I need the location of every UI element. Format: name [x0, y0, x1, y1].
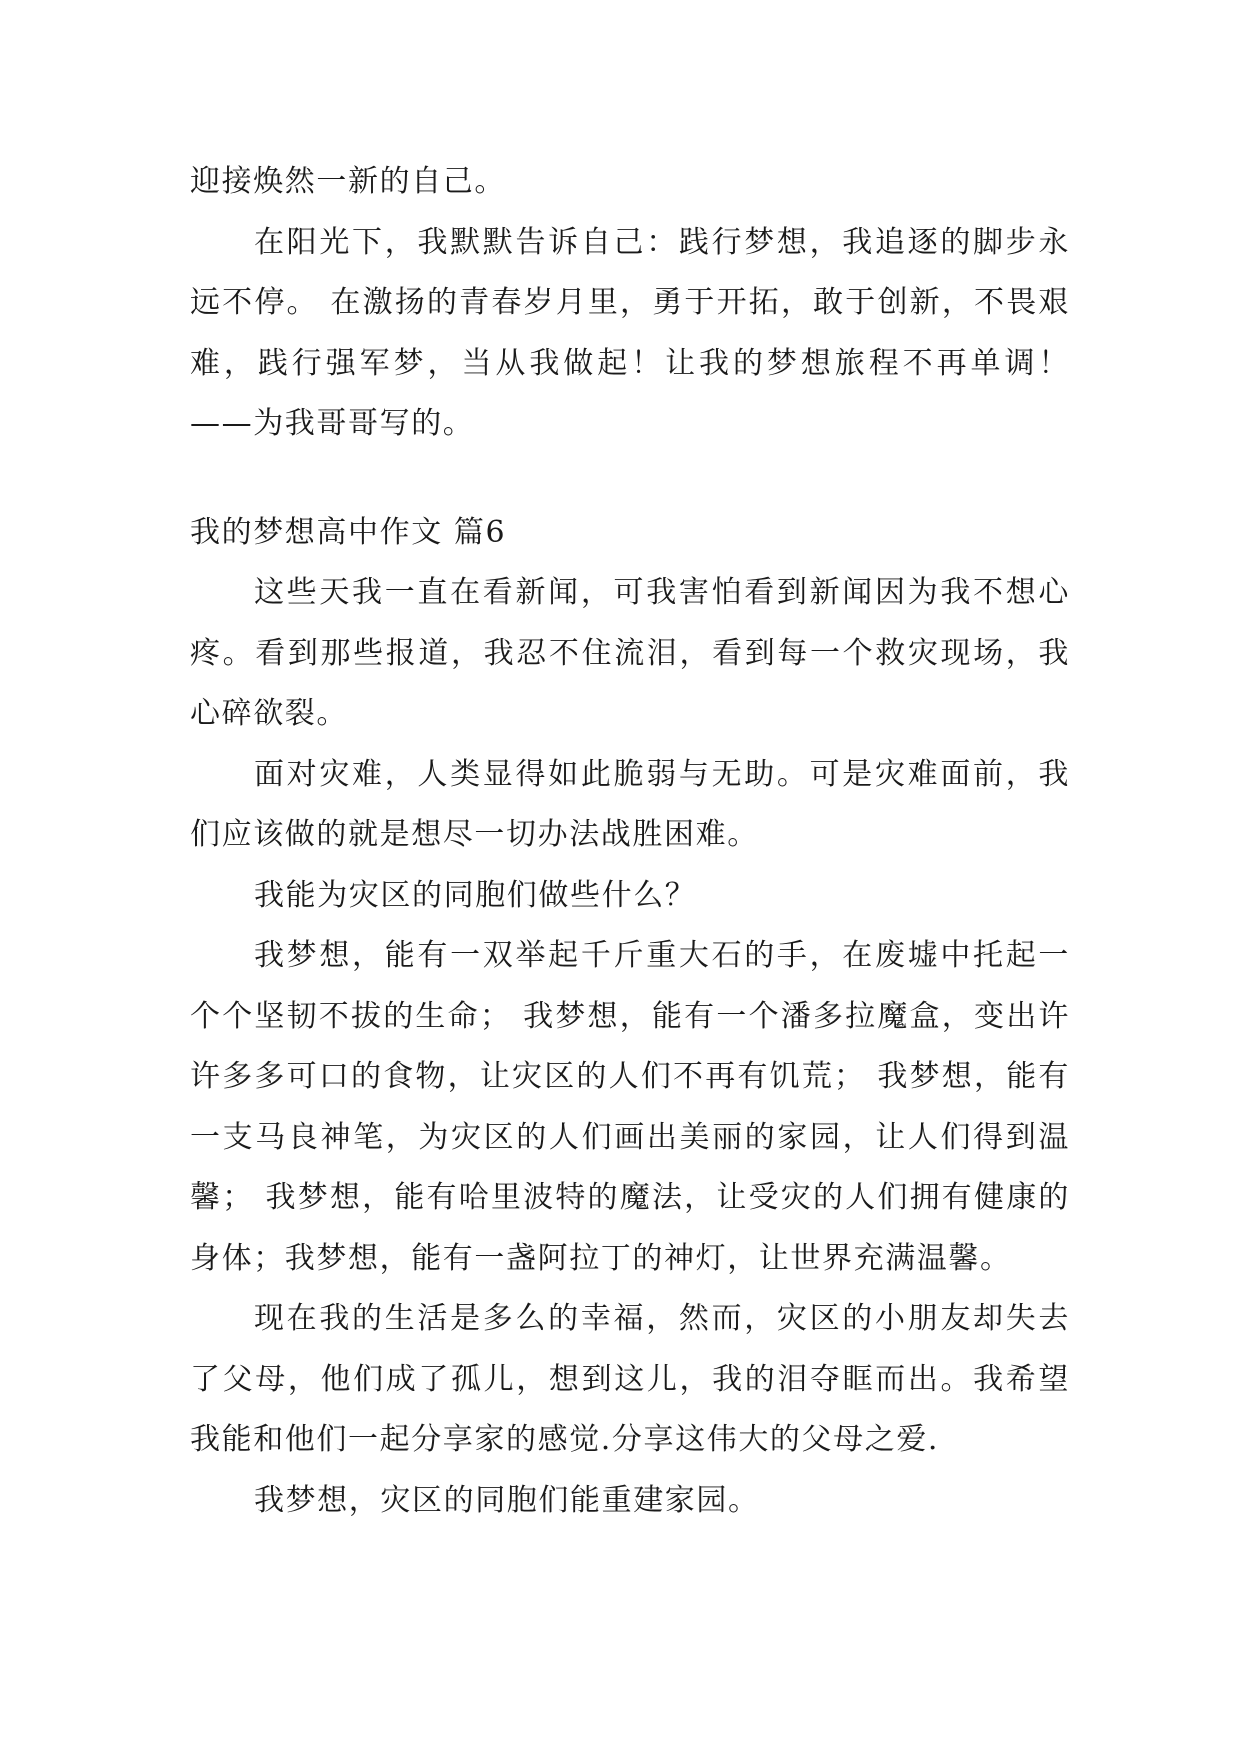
paragraph-5: 我能为灾区的同胞们做些什么？: [254, 877, 697, 913]
paragraph-2: 在阳光下，我默默告诉自己：践行梦想，我追逐的脚步永远不停。 在激扬的青春岁月里，勇于开拓，敢于创新，不畏艰难，践行强军梦，当从我做起！让我的梦想旅程不再单调！ ——为我哥哥写的。: [190, 224, 1070, 441]
paragraph-8: 我梦想，灾区的同胞们能重建家园。: [254, 1482, 760, 1518]
paragraph-3: 这些天我一直在看新闻，可我害怕看到新闻因为我不想心疼。看到那些报道，我忍不住流泪，看到每一个救灾现场，我心碎欲裂。: [190, 575, 1070, 731]
document-body: [190, 152, 1070, 1531]
paragraph-7: 现在我的生活是多么的幸福，然而，灾区的小朋友却失去了父母，他们成了孤儿，想到这儿，我的泪夺眶而出。我希望我能和他们一起分享家的感觉.分享这伟大的父母之爱.: [190, 1301, 1070, 1457]
paragraph-1: 迎接焕然一新的自己。: [190, 164, 506, 199]
paragraph-4: 面对灾难，人类显得如此脆弱与无助。可是灾难面前，我们应该做的就是想尽一切办法战胜困难。: [190, 756, 1070, 852]
section-heading: 我的梦想高中作文 篇6: [190, 514, 507, 550]
paragraph-6: 我梦想，能有一双举起千斤重大石的手，在废墟中托起一个个坚韧不拔的生命； 我梦想，能有一个潘多拉魔盒，变出许许多多可口的食物，让灾区的人们不再有饥荒； 我梦想，能有一支马良神笔，为灾区的人们画出美丽的家园，让人们得到温馨； 我梦想，能有哈里波特的魔法，让受灾的人们拥有健康的身体；我梦想，能有一盏阿拉丁的神灯，让世界充满温馨。: [190, 938, 1070, 1276]
